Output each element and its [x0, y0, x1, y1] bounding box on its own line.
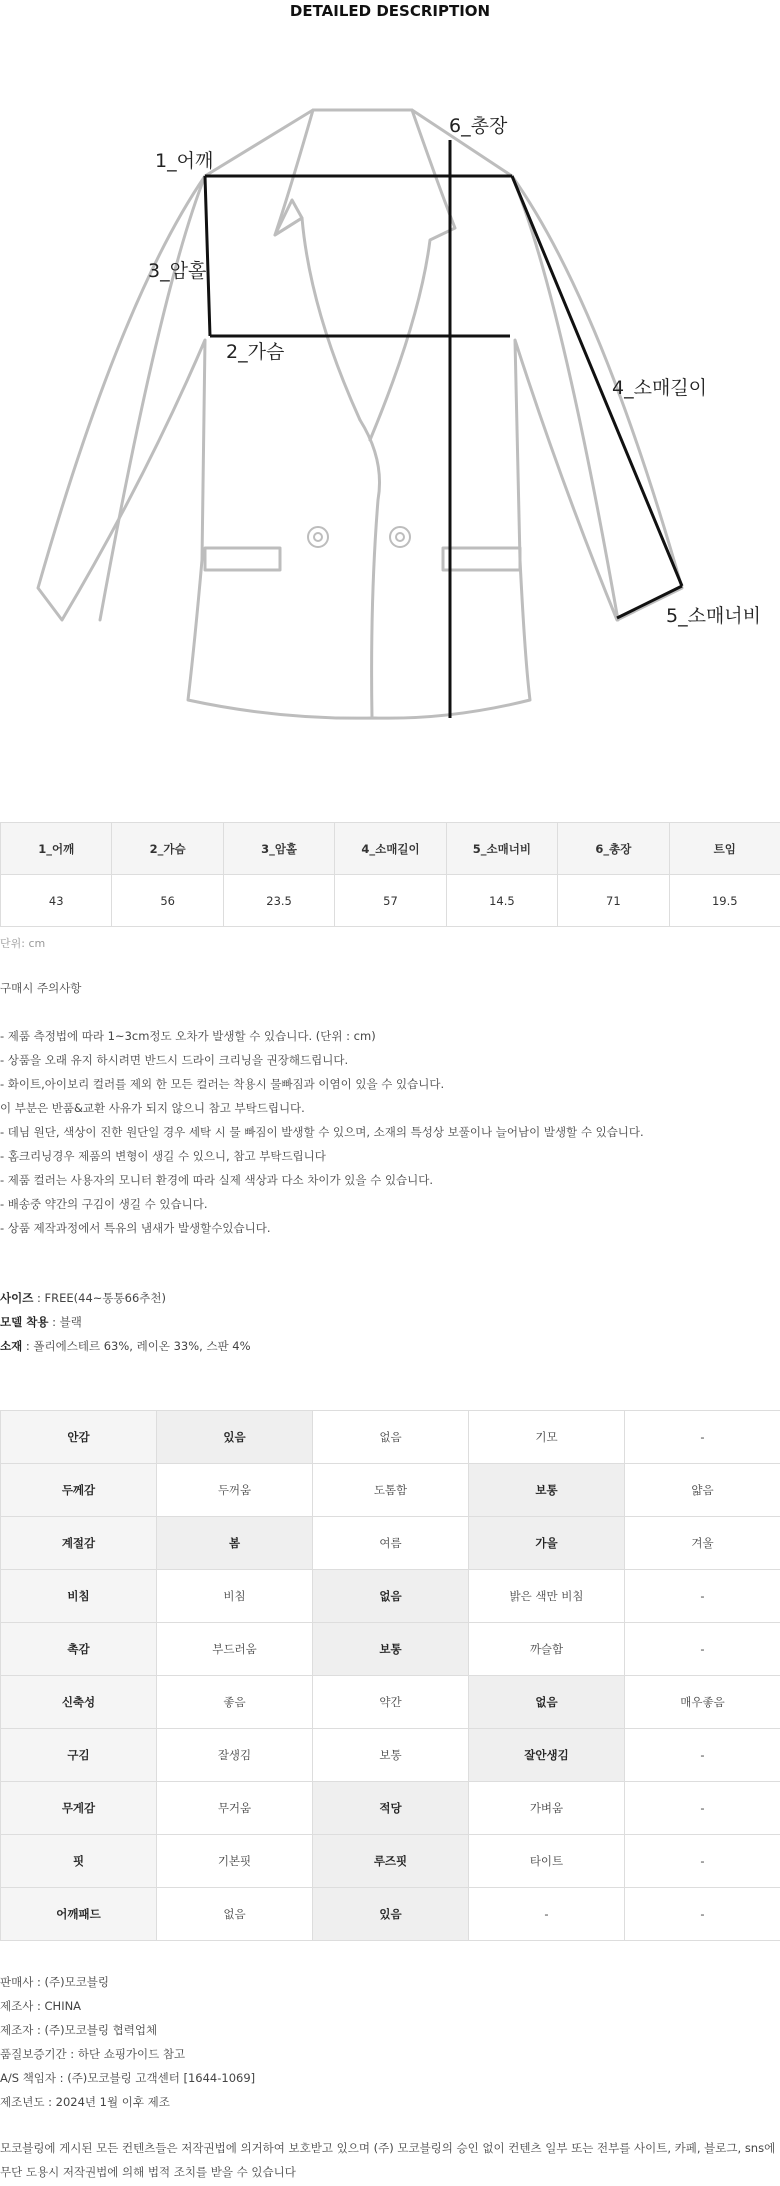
note-item: - 제품 측정법에 따라 1~3cm정도 오차가 발생할 수 있습니다. (단위 : cm) [0, 1029, 376, 1043]
feel-option: 까슬함 [469, 1623, 625, 1676]
feel-row [1, 1517, 780, 1570]
feel-row [1, 1782, 780, 1835]
label-sleeve-length: 4_소매길이 [612, 377, 708, 399]
feel-option: 무거움 [157, 1782, 313, 1835]
feel-option: 가벼움 [469, 1782, 625, 1835]
feel-option: 부드러움 [157, 1623, 313, 1676]
size-value: 57 [335, 875, 446, 927]
feel-option: 없음 [157, 1888, 313, 1941]
fabric-feel-table [0, 1410, 780, 1941]
feel-option: 밝은 색만 비침 [469, 1570, 625, 1623]
label-chest: 2_가슴 [226, 341, 285, 363]
jacket-front-edge [360, 420, 380, 718]
button-right [390, 527, 410, 547]
feel-row-label: 두께감 [1, 1464, 157, 1517]
feel-option: 없음 [469, 1676, 625, 1729]
jacket-collar-right [370, 110, 455, 440]
feel-option: 있음 [157, 1411, 313, 1464]
jacket-outline [38, 110, 682, 718]
feel-option: 여름 [313, 1517, 469, 1570]
spec-model-label: 모델 착용 [0, 1315, 49, 1329]
feel-option: 기본핏 [157, 1835, 313, 1888]
feel-row-label: 촉감 [1, 1623, 157, 1676]
feel-option: - [625, 1888, 780, 1941]
feel-option: 보통 [469, 1464, 625, 1517]
jacket-collar-left [275, 110, 360, 420]
size-value: 71 [558, 875, 669, 927]
info-line: 제조사 : CHINA [0, 1999, 82, 2013]
feel-option: - [625, 1835, 780, 1888]
jacket-lapel-left [275, 200, 302, 235]
size-col-sleeve-width: 5_소매너비 [446, 823, 557, 875]
spec-material-value: : 폴리에스테르 63%, 레이온 33%, 스판 4% [22, 1339, 251, 1353]
label-sleeve-width: 5_소매너비 [666, 605, 762, 627]
size-col-chest: 2_가슴 [112, 823, 223, 875]
note-item: - 화이트,아이보리 컬러를 제외 한 모든 컬러는 착용시 물빠짐과 이염이 있을 수 있습니다. [0, 1077, 445, 1091]
copyright-line: 무단 도용시 저작권법에 의해 법적 조치를 받을 수 있습니다 [0, 2165, 296, 2179]
copyright-notice [0, 2136, 780, 2184]
feel-row [1, 1729, 780, 1782]
feel-option: - [625, 1623, 780, 1676]
feel-option: 봄 [157, 1517, 313, 1570]
feel-row [1, 1623, 780, 1676]
feel-row-label: 신축성 [1, 1676, 157, 1729]
info-line: 품질보증기간 : 하단 쇼핑가이드 참고 [0, 2047, 186, 2061]
spec-size-label: 사이즈 [0, 1291, 34, 1305]
sleeve-seam-right [512, 176, 618, 620]
spec-size [0, 1286, 251, 1310]
note-item: - 제품 컬러는 사용자의 모니터 환경에 따라 실제 색상과 다소 차이가 있을 수 있습니다. [0, 1173, 434, 1187]
size-col-armhole: 3_암홀 [223, 823, 334, 875]
feel-option: - [469, 1888, 625, 1941]
feel-option: - [625, 1729, 780, 1782]
feel-option: - [625, 1411, 780, 1464]
feel-option: - [625, 1782, 780, 1835]
copyright-line: 모코블링에 게시된 모든 컨텐츠들은 저작권법에 의거하여 보호받고 있으며 (주) 모코블링의 승인 없이 컨텐츠 일부 또는 전부를 사이트, 카페, 블로그, sns에 [0, 2141, 776, 2155]
measurement-diagram [0, 40, 780, 780]
feel-row-label: 안감 [1, 1411, 157, 1464]
size-col-shoulder: 1_어깨 [1, 823, 112, 875]
product-spec [0, 1286, 251, 1358]
feel-option: 두꺼움 [157, 1464, 313, 1517]
feel-row-label: 핏 [1, 1835, 157, 1888]
info-line: 제조자 : (주)모코블링 협력업체 [0, 2023, 158, 2037]
jacket-pocket-left [205, 548, 280, 570]
feel-row [1, 1464, 780, 1517]
size-value: 19.5 [669, 875, 780, 927]
purchase-notes [0, 976, 644, 1240]
unit-note: 단위: cm [0, 937, 46, 950]
size-value: 56 [112, 875, 223, 927]
feel-option: 매우좋음 [625, 1676, 780, 1729]
size-col-slit: 트임 [669, 823, 780, 875]
feel-row [1, 1835, 780, 1888]
size-value: 14.5 [446, 875, 557, 927]
feel-option: 도톰함 [313, 1464, 469, 1517]
note-item: - 데님 원단, 색상이 진한 원단일 경우 세탁 시 물 빠짐이 발생할 수 있으며, 소재의 특성상 보풀이나 늘어남이 발생할 수 있습니다. [0, 1125, 644, 1139]
info-line: 제조년도 : 2024년 1월 이후 제조 [0, 2095, 170, 2109]
feel-row [1, 1888, 780, 1941]
feel-option: 타이트 [469, 1835, 625, 1888]
feel-option: 보통 [313, 1729, 469, 1782]
info-line: 판매사 : (주)모코블링 [0, 1975, 110, 1989]
feel-row-label: 무게감 [1, 1782, 157, 1835]
feel-option: 좋음 [157, 1676, 313, 1729]
spec-model [0, 1310, 251, 1334]
page-title: DETAILED DESCRIPTION [289, 2, 491, 20]
label-armhole: 3_암홀 [148, 260, 207, 282]
armhole-line [205, 176, 210, 336]
notes-heading: 구매시 주의사항 [0, 981, 82, 995]
feel-option: 약간 [313, 1676, 469, 1729]
spec-material [0, 1334, 251, 1358]
note-item: - 배송중 약간의 구김이 생길 수 있습니다. [0, 1197, 208, 1211]
note-item: - 상품 제작과정에서 특유의 냄새가 발생할수있습니다. [0, 1221, 271, 1235]
spec-model-value: : 블랙 [48, 1315, 82, 1329]
feel-row-label: 어깨패드 [1, 1888, 157, 1941]
info-line: A/S 책임자 : (주)모코블링 고객센터 [1644-1069] [0, 2071, 256, 2085]
feel-option: 보통 [313, 1623, 469, 1676]
feel-option: - [625, 1570, 780, 1623]
sleeve-seam-left [100, 176, 205, 620]
feel-option: 잘생김 [157, 1729, 313, 1782]
feel-option: 비침 [157, 1570, 313, 1623]
button-left [308, 527, 328, 547]
spec-size-value: : FREE(44~통통66추천) [33, 1291, 166, 1305]
size-col-total-length: 6_총장 [558, 823, 669, 875]
label-total-length: 6_총장 [449, 115, 508, 137]
feel-option: 겨울 [625, 1517, 780, 1570]
size-table-header [1, 823, 780, 875]
size-value: 23.5 [223, 875, 334, 927]
feel-option: 없음 [313, 1570, 469, 1623]
feel-row [1, 1676, 780, 1729]
note-item: 이 부분은 반품&교환 사유가 되지 않으니 참고 부탁드립니다. [0, 1101, 305, 1115]
feel-option: 가을 [469, 1517, 625, 1570]
feel-row [1, 1570, 780, 1623]
feel-option: 적당 [313, 1782, 469, 1835]
feel-option: 잘안생김 [469, 1729, 625, 1782]
size-table-row [1, 875, 780, 927]
feel-option: 없음 [313, 1411, 469, 1464]
feel-row-label: 구김 [1, 1729, 157, 1782]
feel-option: 루즈핏 [313, 1835, 469, 1888]
size-table [0, 822, 780, 927]
feel-option: 기모 [469, 1411, 625, 1464]
size-col-sleeve-length: 4_소매길이 [335, 823, 446, 875]
size-value: 43 [1, 875, 112, 927]
feel-row-label: 비침 [1, 1570, 157, 1623]
note-item: - 상품을 오래 유지 하시려면 반드시 드라이 크리닝을 권장해드립니다. [0, 1053, 349, 1067]
feel-row [1, 1411, 780, 1464]
spec-material-label: 소재 [0, 1339, 23, 1353]
feel-option: 얇음 [625, 1464, 780, 1517]
seller-info [0, 1970, 255, 2114]
jacket-pocket-right [443, 548, 520, 570]
feel-row-label: 계절감 [1, 1517, 157, 1570]
note-item: - 홈크리닝경우 제품의 변형이 생길 수 있으니, 참고 부탁드립니다 [0, 1149, 326, 1163]
label-shoulder: 1_어깨 [155, 150, 214, 172]
feel-option: 있음 [313, 1888, 469, 1941]
